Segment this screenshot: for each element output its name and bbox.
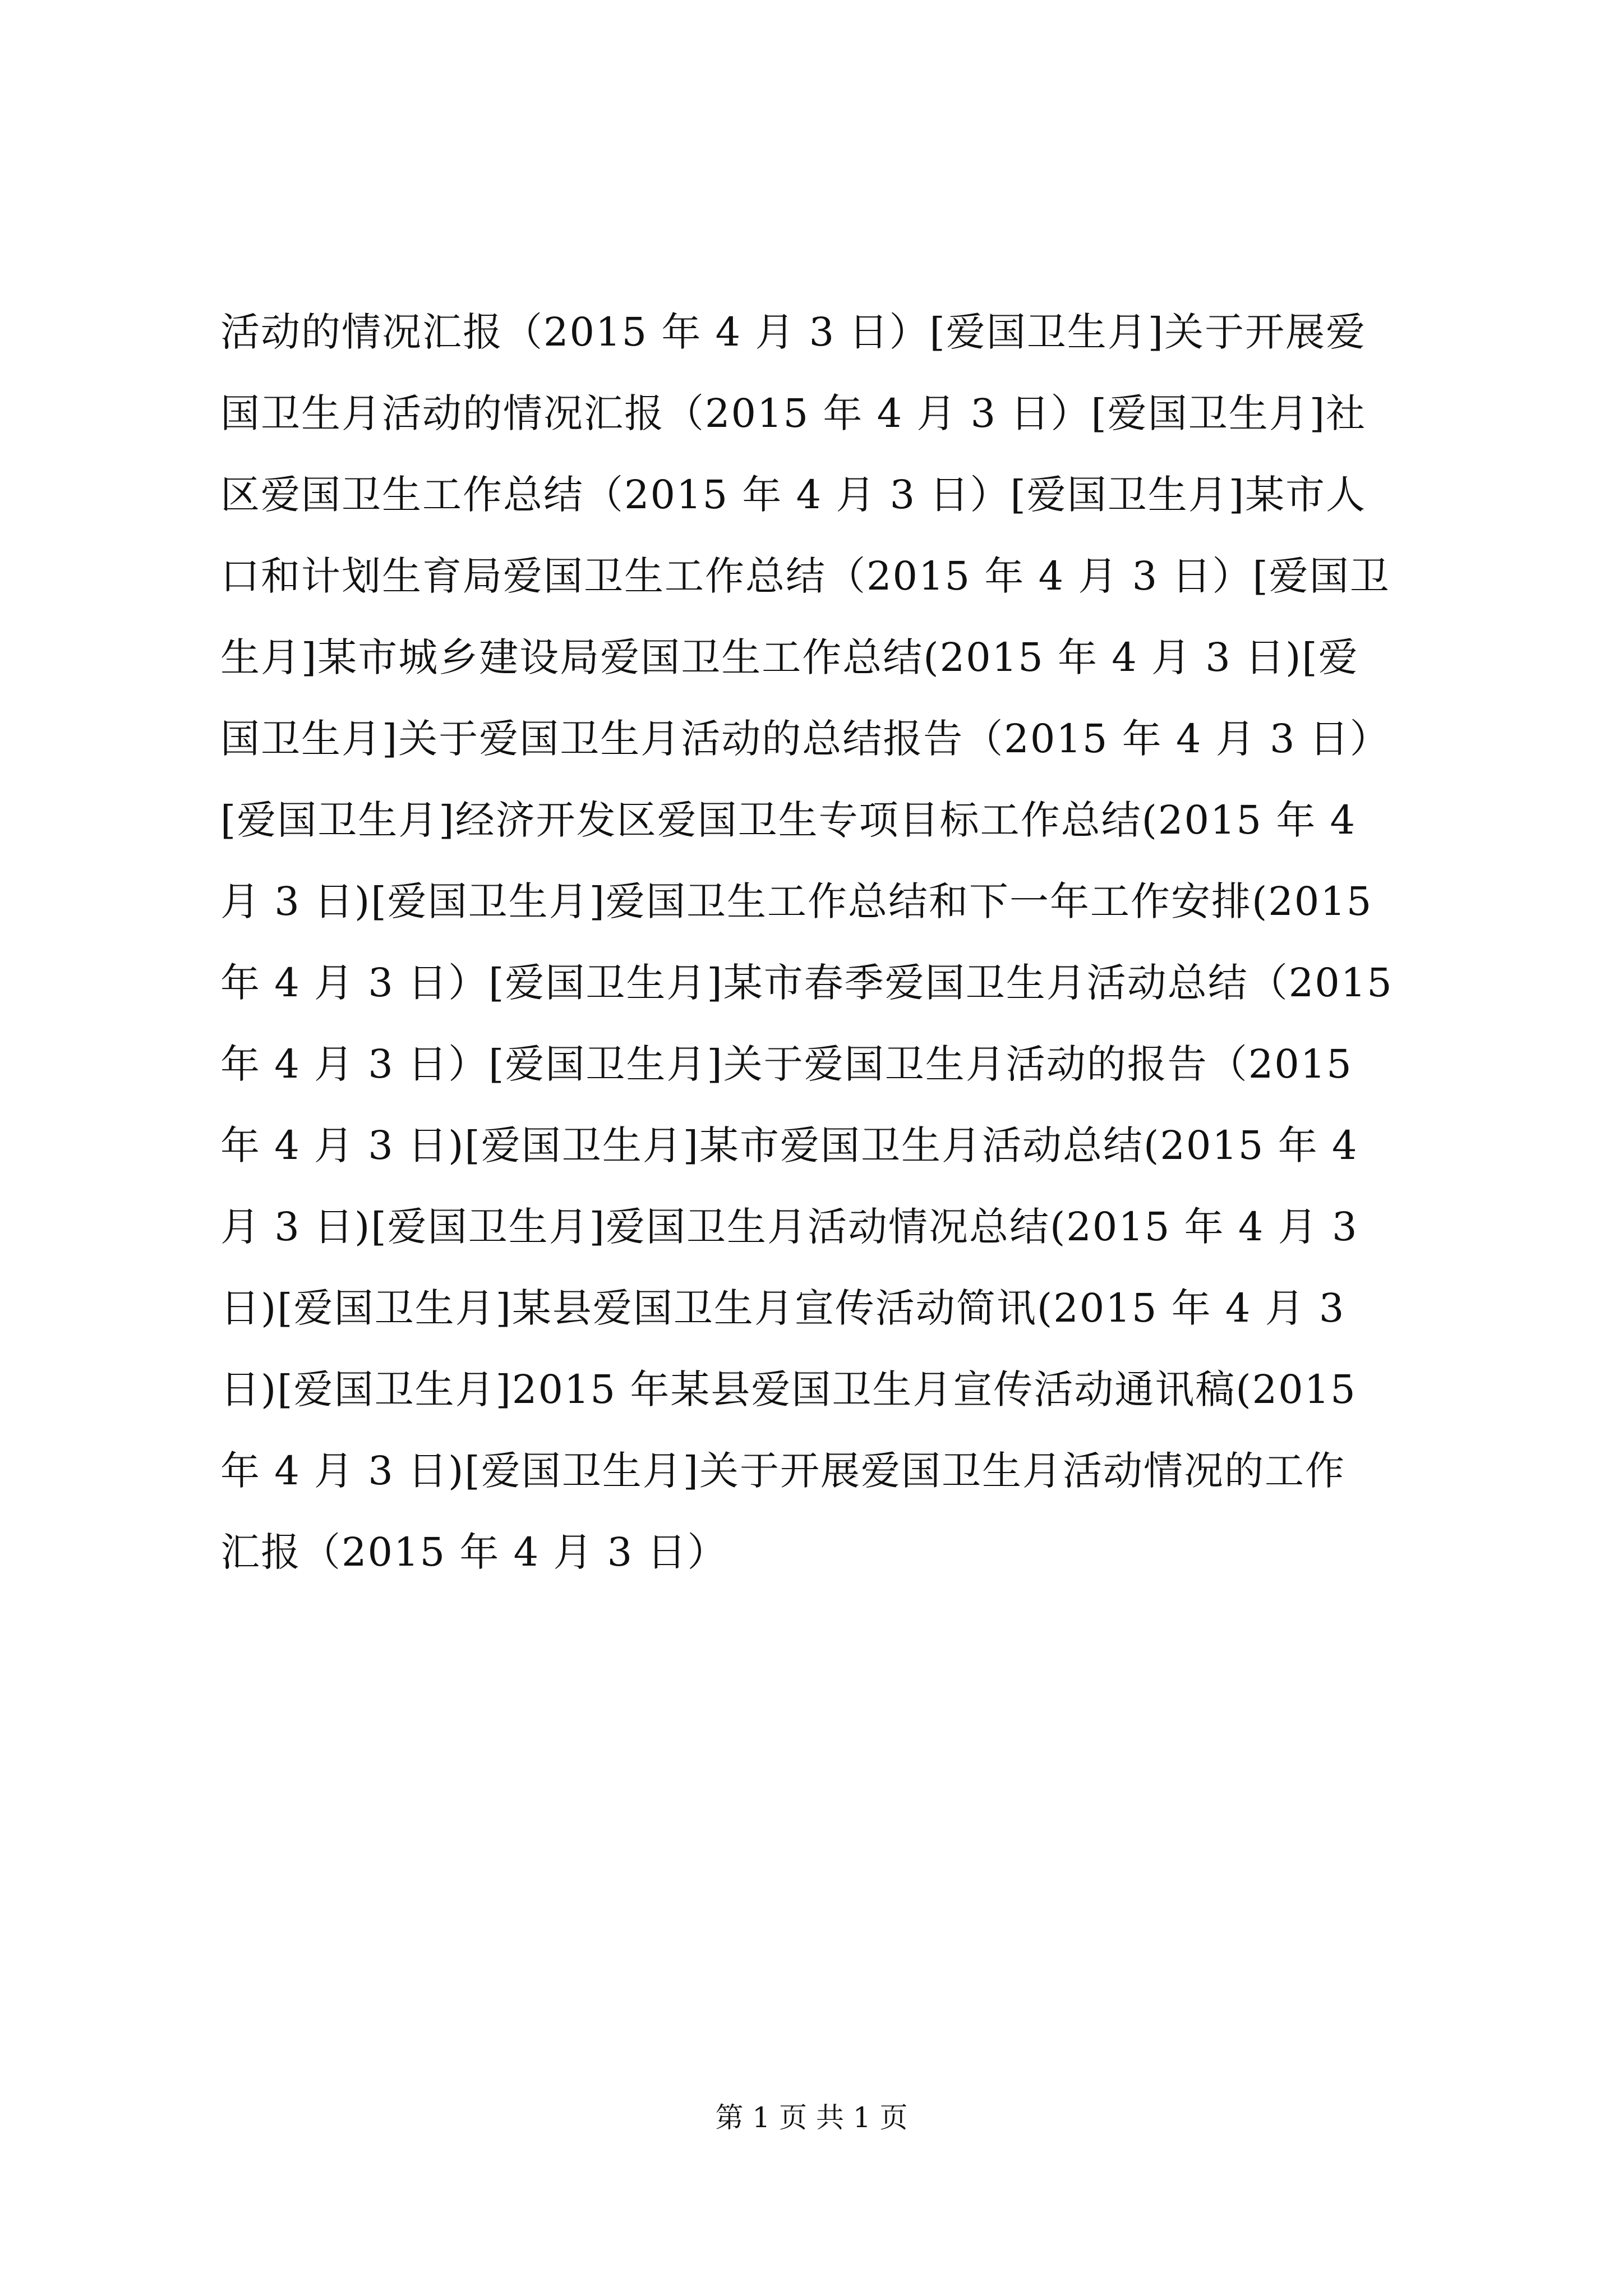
text-line: 年 4 月 3 日）[爱国卫生月]某市春季爱国卫生月活动总结（2015 <box>220 960 1393 1006</box>
text-line: 年 4 月 3 日）[爱国卫生月]关于爱国卫生月活动的报告（2015 <box>220 1041 1353 1087</box>
text-line: 生月]某市城乡建设局爱国卫生工作总结(2015 年 4 月 3 日)[爱 <box>220 634 1359 680</box>
text-line: 口和计划生育局爱国卫生工作总结（2015 年 4 月 3 日）[爱国卫 <box>220 553 1390 599</box>
text-line: 国卫生月活动的情况汇报（2015 年 4 月 3 日）[爱国卫生月]社 <box>220 390 1367 436</box>
text-line: 活动的情况汇报（2015 年 4 月 3 日）[爱国卫生月]关于开展爱 <box>220 309 1367 355</box>
text-line: 日)[爱国卫生月]某县爱国卫生月宣传活动简讯(2015 年 4 月 3 <box>220 1285 1345 1331</box>
text-line: 汇报（2015 年 4 月 3 日） <box>220 1529 728 1575</box>
text-line: 月 3 日)[爱国卫生月]爱国卫生工作总结和下一年工作安排(2015 <box>220 878 1373 924</box>
text-line: 国卫生月]关于爱国卫生月活动的总结报告（2015 年 4 月 3 日） <box>220 716 1390 762</box>
page-number-footer: 第 1 页 共 1 页 <box>715 2101 908 2134</box>
text-line: 年 4 月 3 日)[爱国卫生月]某市爱国卫生月活动总结(2015 年 4 <box>220 1122 1358 1168</box>
text-line: 区爱国卫生工作总结（2015 年 4 月 3 日）[爱国卫生月]某市人 <box>220 472 1367 518</box>
text-line: 月 3 日)[爱国卫生月]爱国卫生月活动情况总结(2015 年 4 月 3 <box>220 1204 1358 1250</box>
text-line: [爱国卫生月]经济开发区爱国卫生专项目标工作总结(2015 年 4 <box>220 797 1357 843</box>
text-line: 日)[爱国卫生月]2015 年某县爱国卫生月宣传活动通讯稿(2015 <box>220 1366 1357 1412</box>
text-line: 年 4 月 3 日)[爱国卫生月]关于开展爱国卫生月活动情况的工作 <box>220 1448 1346 1494</box>
body-text <box>220 292 1421 1593</box>
